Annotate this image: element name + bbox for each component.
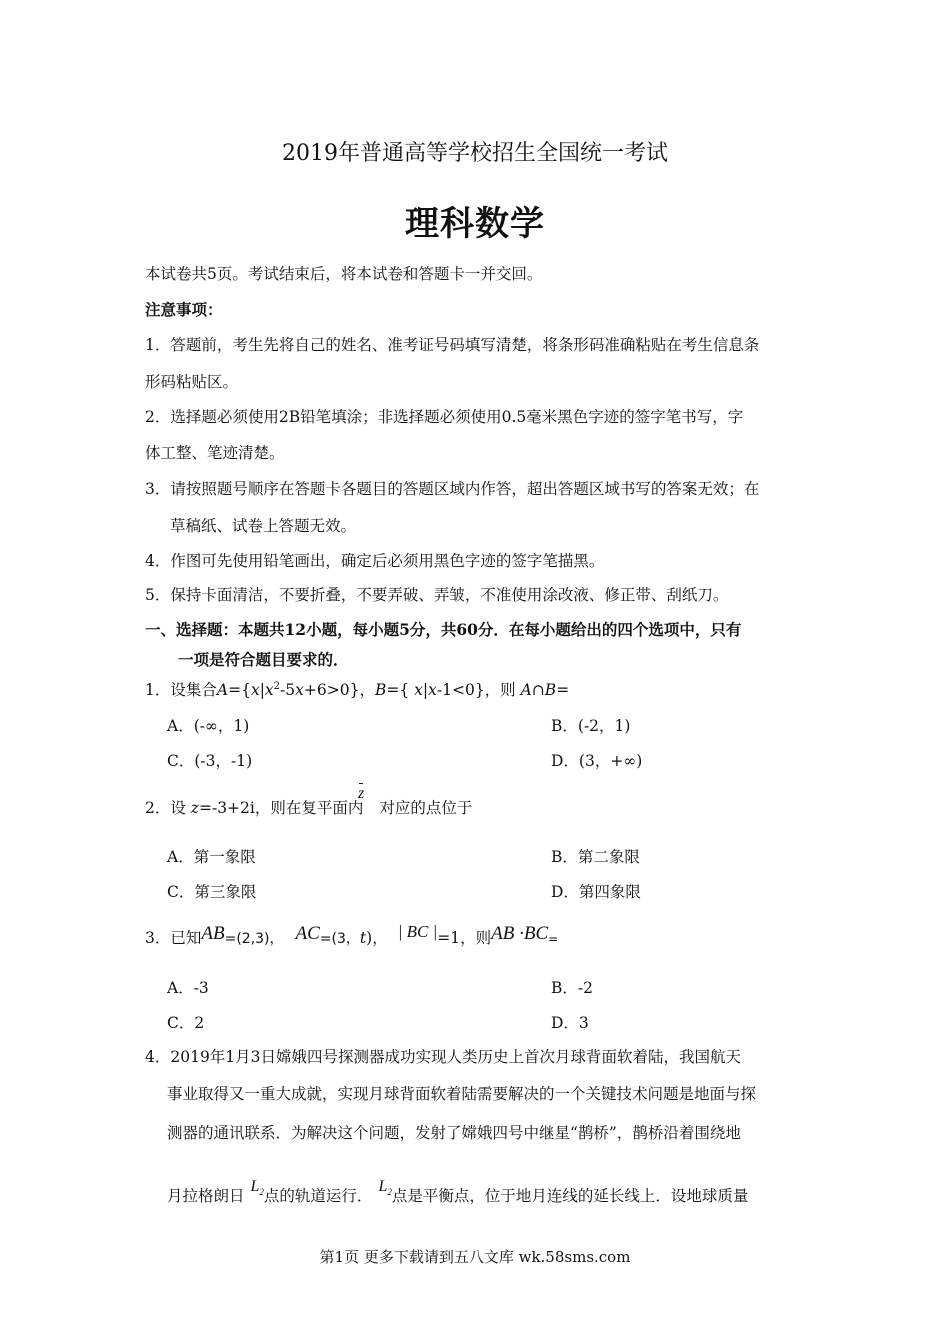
q1-option-c: C．(-3，-1) xyxy=(167,752,253,770)
q1-eq2: ={ xyxy=(386,681,415,699)
q2-option-c: C．第三象限 xyxy=(167,883,257,901)
q3-v1: =(2,3)， xyxy=(224,931,284,947)
q1-set-b: B xyxy=(374,681,387,699)
q4-l2-second: $L_2$ xyxy=(378,1178,392,1198)
q2-num: 2．设 xyxy=(145,799,191,817)
q1-option-d: D．(3，+∞) xyxy=(551,752,643,770)
q3-vector-ac: AC xyxy=(295,923,320,944)
q3-option-a: A．-3 xyxy=(167,979,209,997)
q3-option-c: C．2 xyxy=(167,1014,205,1032)
question-3 xyxy=(145,922,559,949)
q1-option-b: B．(-2，1) xyxy=(551,717,631,735)
q1-end: = xyxy=(556,681,570,699)
notice-item-5: 5．保持卡面清洁，不要折叠，不要弄破、弄皱，不准使用涂改液、修正带、刮纸刀。 xyxy=(145,586,729,604)
q3-v3: )， xyxy=(366,929,388,947)
q1-eq1: ={ xyxy=(228,681,251,699)
q4-l4c: 点是平衡点，位于地月连线的延长线上．设地球质量 xyxy=(391,1187,749,1205)
notice-item-2-line2: 体工整、笔迹清楚。 xyxy=(145,444,285,462)
q1-rest1: -5 xyxy=(280,681,296,699)
q2-end: 对应的点位于 xyxy=(379,799,473,817)
q1-bar2: | xyxy=(422,681,429,699)
q4-l4b: 点的轨道运行． xyxy=(263,1187,373,1205)
q1-x3: x xyxy=(295,681,304,699)
question-1 xyxy=(145,678,569,700)
q3-t: t xyxy=(359,929,367,947)
q1-rest2: +6>0}， xyxy=(303,681,375,699)
q1-x5: x xyxy=(428,681,437,699)
notice-item-1-line2: 形码粘贴区。 xyxy=(145,373,239,391)
q3-bc-abs: | BC | xyxy=(397,922,438,941)
q2-z: z xyxy=(190,799,199,817)
q1-bar1: | xyxy=(259,681,265,699)
section1-line2: 一项是符合题目要求的． xyxy=(178,650,349,669)
question-2 xyxy=(145,796,472,818)
section1-line1: 一、选择题：本题共12小题，每小题5分，共60分．在每小题给出的四个选项中，只有 xyxy=(145,620,742,639)
q1-rest3: -1<0}，则 xyxy=(436,681,521,699)
q1-num: 1．设集合 xyxy=(145,681,217,699)
intro-text: 本试卷共5页。考试结束后，将本试卷和答题卡一并交回。 xyxy=(145,265,543,283)
q2-option-a: A．第一象限 xyxy=(167,848,256,866)
q4-l2-first: $L_2$ xyxy=(250,1178,264,1198)
exam-title: 2019年普通高等学校招生全国统一考试 xyxy=(282,141,668,166)
notice-item-3-line2: 草稿纸、试卷上答题无效。 xyxy=(170,517,357,535)
notice-item-3-line1: 3．请按照题号顺序在答题卡各题目的答题区域内作答，超出答题区域书写的答案无效；在 xyxy=(145,480,760,498)
page-footer: 第1页 更多下载请到五八文库 wk.58sms.com xyxy=(319,1248,631,1266)
q4-line2: 事业取得又一重大成就，实现月球背面软着陆需要解决的一个关键技术问题是地面与探 xyxy=(167,1085,757,1103)
q2-rest: =-3+2i，则在复平面内 xyxy=(198,799,364,817)
q2-z-conjugate: z xyxy=(358,785,365,802)
q3-end: = xyxy=(548,932,559,946)
q2-option-b: B．第二象限 xyxy=(551,848,640,866)
q4-line4 xyxy=(167,1178,749,1207)
subject-title: 理科数学 xyxy=(405,204,545,244)
q1-option-a: A．(-∞，1) xyxy=(167,717,250,735)
notice-item-1-line1: 1．答题前，考生先将自己的姓名、准考证号码填写清楚，将条形码准确粘贴在考生信息条 xyxy=(145,336,760,354)
q1-x2: x xyxy=(264,681,274,699)
q4-line3: 测器的通讯联系．为解决这个问题，发射了嫦娥四号中继星“鹊桥”，鹊桥沿着围绕地 xyxy=(167,1124,741,1142)
notice-item-2-line1: 2．选择题必须使用2B铅笔填涂；非选择题必须使用0.5毫米黑色字迹的签字笔书写，字 xyxy=(145,408,744,426)
q4-l4a: 月拉格朗日 xyxy=(167,1187,245,1205)
q3-option-b: B．-2 xyxy=(551,979,593,997)
q1-x4: x xyxy=(414,681,423,699)
q1-x1: x xyxy=(250,681,260,699)
q1-sup: 2 xyxy=(273,680,281,692)
notice-item-4: 4．作图可先使用铅笔画出，确定后必须用黑色字迹的签字笔描黑。 xyxy=(145,552,605,570)
q3-v4: =1，则 xyxy=(437,929,492,947)
q3-dot-product: AB ·BC xyxy=(491,923,549,944)
q3-option-d: D．3 xyxy=(551,1014,589,1032)
q3-vector-ab: AB xyxy=(201,923,225,944)
q3-num: 3．已知 xyxy=(145,929,202,947)
q2-option-d: D．第四象限 xyxy=(551,883,641,901)
q4-line1: 4．2019年1月3日嫦娥四号探测器成功实现人类历史上首次月球背面软着陆，我国航天 xyxy=(145,1048,742,1066)
q3-v2: =(3， xyxy=(319,931,360,947)
notice-heading: 注意事项： xyxy=(145,300,223,319)
q1-set-a: A xyxy=(216,681,229,699)
q1-intersection: A∩B xyxy=(520,681,557,699)
